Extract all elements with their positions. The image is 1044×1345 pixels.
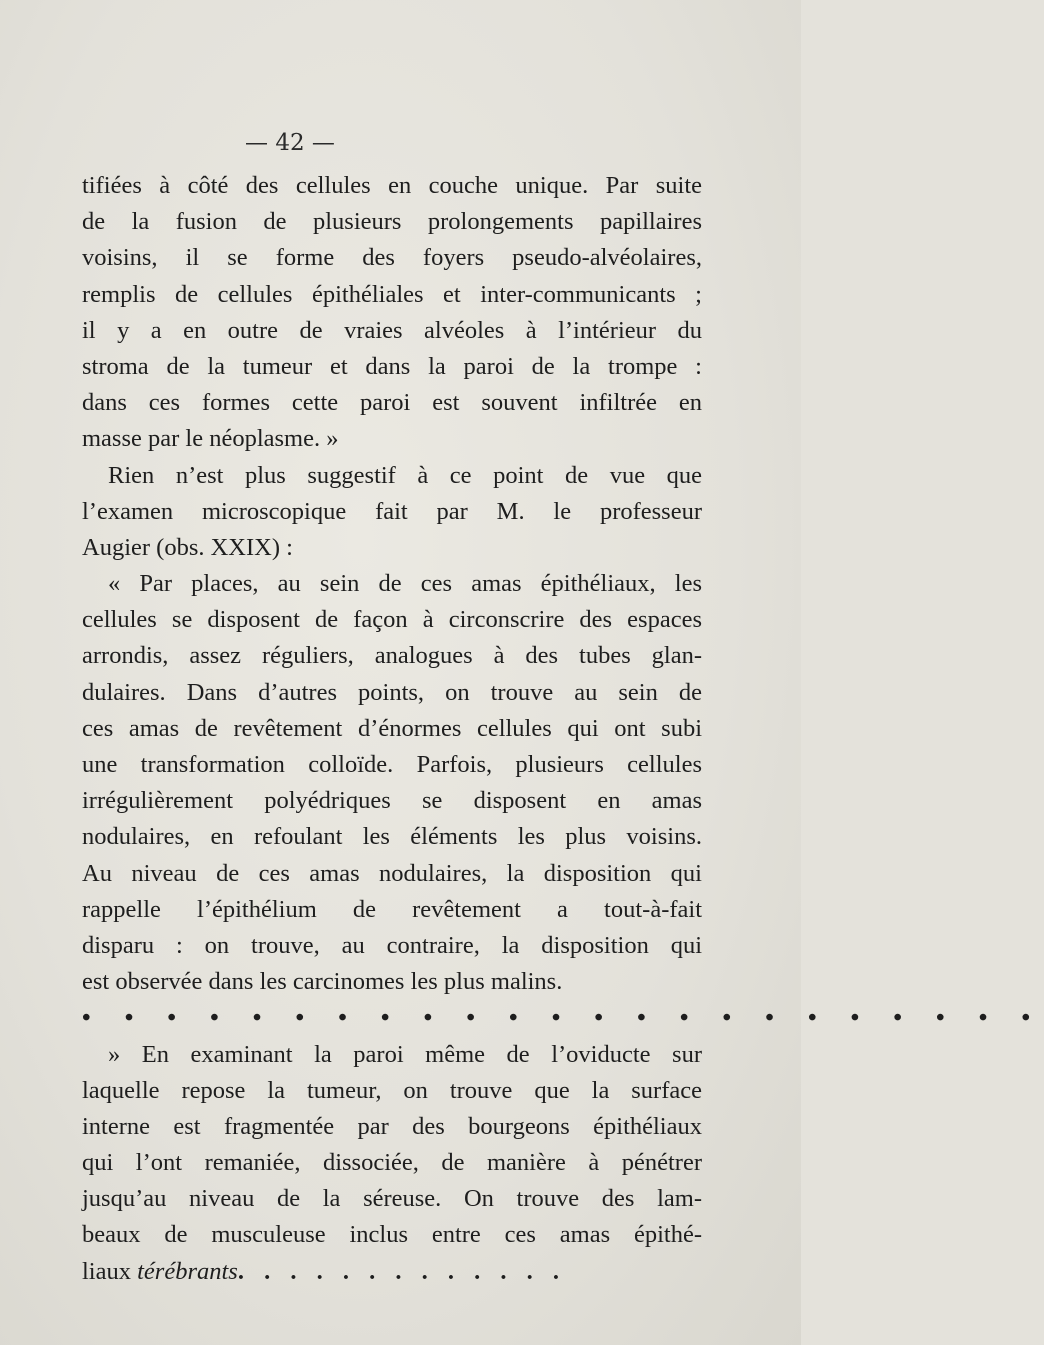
text-line-19: nodulaires, en refoulant les éléments les plus voisins. <box>82 823 702 851</box>
text-line-4: remplis de cellules épithéliales et inter-communicants ; <box>82 280 702 308</box>
text-line-6: stroma de la tumeur et dans la paroi de la trompe : <box>82 352 702 380</box>
text-line-2: de la fusion de plusieurs prolongements papillaires <box>82 208 702 236</box>
text-line-15: dulaires. Dans d’autres points, on trouve au sein de <box>82 678 702 706</box>
text-line-25: » En examinant la paroi même de l’oviducte sur <box>108 1040 702 1068</box>
text-line-29: jusqu’au niveau de la séreuse. On trouve des lam- <box>82 1185 702 1213</box>
text-line-23: est observée dans les carcinomes les plus malins. <box>82 968 563 996</box>
text-line-1: tifiées à côté des cellules en couche unique. Par suite <box>82 172 702 199</box>
text-line-17: une transformation colloïde. Parfois, plusieurs cellules <box>82 751 702 778</box>
text-line-13: cellules se disposent de façon à circonscrire des espaces <box>82 606 702 634</box>
text-line-11: Augier (obs. XXIX) : <box>82 533 293 561</box>
text-line-7: dans ces formes cette paroi est souvent infiltrée en <box>82 389 702 417</box>
final-line-dots: . . . . . . . . . . . . . <box>237 1257 566 1285</box>
text-line-27: interne est fragmentée par des bourgeons épithéliaux <box>82 1112 702 1140</box>
text-line-9: Rien n’est plus suggestif à ce point de vue que <box>108 461 702 489</box>
text-line-18: irrégulièrement polyédriques se disposent en amas <box>82 787 702 815</box>
text-line-28: qui l’ont remaniée, dissociée, de manière à pénétrer <box>82 1149 702 1177</box>
text-line-20: Au niveau de ces amas nodulaires, la disposition qui <box>82 859 702 887</box>
text-line-21: rappelle l’épithélium de revêtement a tout-à-fait <box>82 895 702 923</box>
text-line-3: voisins, il se forme des foyers pseudo-alvéolaires, <box>82 244 702 272</box>
final-line-italic: térébrants <box>137 1257 238 1285</box>
text-line-12: « Par places, au sein de ces amas épithéliaux, les <box>108 570 702 598</box>
final-line-text: liaux <box>82 1257 138 1285</box>
text-line-10: l’examen microscopique fait par M. le professeur <box>82 497 702 525</box>
ellipsis-separator: • • • • • • • • • • • • • • • • • • • • • • • <box>82 1004 1044 1032</box>
text-line-final <box>82 1254 702 1290</box>
page-number: — 42 — <box>245 130 335 156</box>
text-line-22: disparu : on trouve, au contraire, la disposition qui <box>82 931 702 959</box>
text-line-26: laquelle repose la tumeur, on trouve que la surface <box>82 1076 702 1104</box>
body-text <box>82 168 1044 1290</box>
text-line-30: beaux de musculeuse inclus entre ces amas épithé- <box>82 1221 702 1249</box>
text-line-5: il y a en outre de vraies alvéoles à l’intérieur du <box>82 316 702 344</box>
text-line-14: arrondis, assez réguliers, analogues à des tubes glan- <box>82 642 702 670</box>
text-line-16: ces amas de revêtement d’énormes cellules qui ont subi <box>82 714 702 742</box>
text-line-8: masse par le néoplasme. » <box>82 425 339 453</box>
